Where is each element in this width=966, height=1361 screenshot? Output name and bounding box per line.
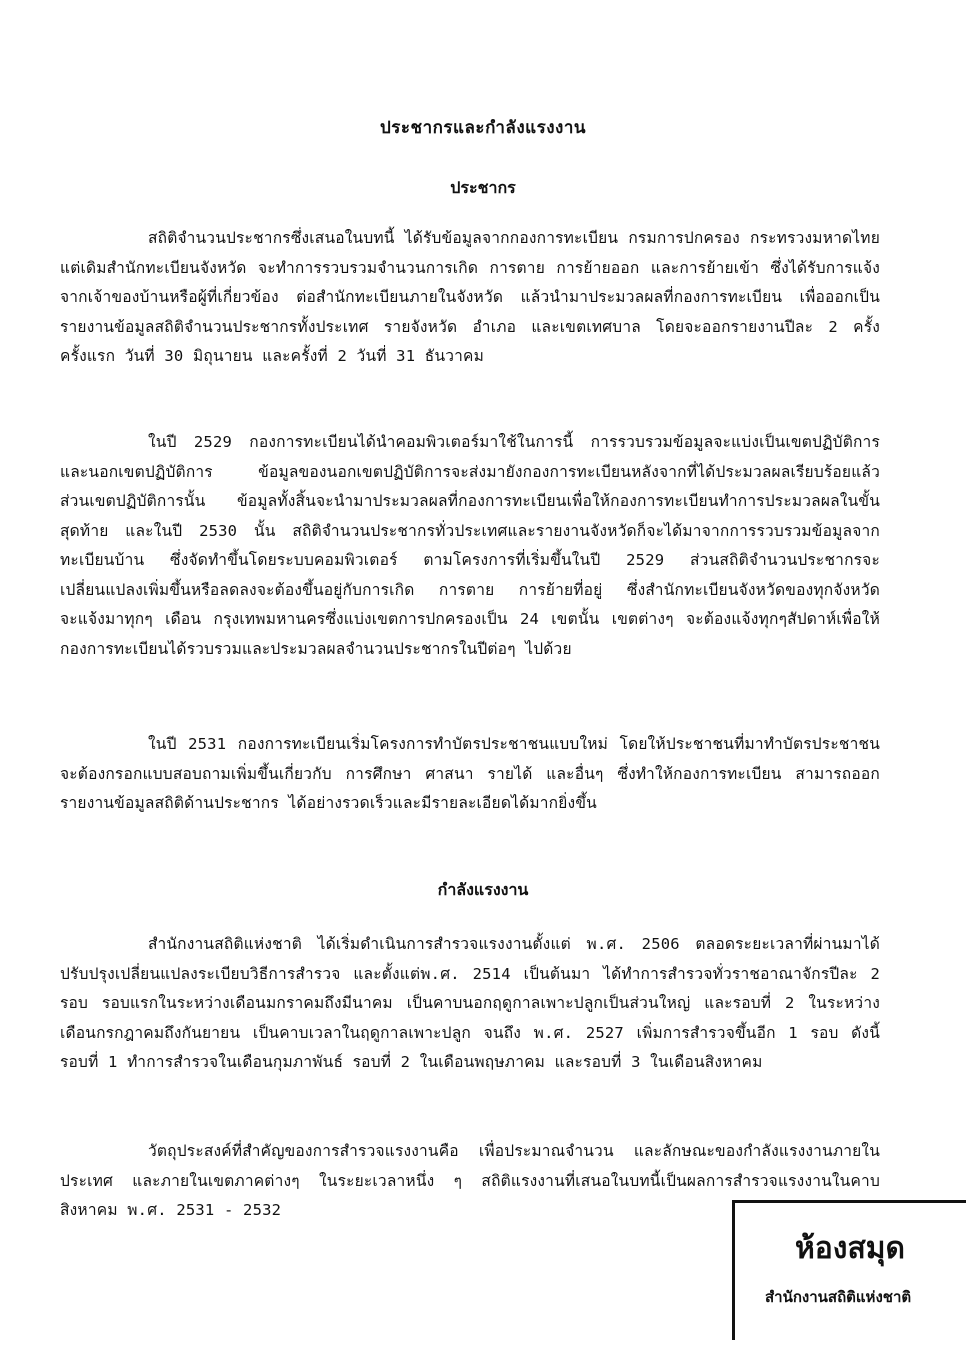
paragraph-population-idcard: ในปี 2531 กองการทะเบียนเริ่มโครงการทำบัตรประชาชนแบบใหม่ โดยให้ประชาชนที่มาทำบัตรประชาชนจะต้องกรอกแบบสอบถามเพิ่มขึ้นเกี่ยวกับ การศึกษา ศาสนา รายได้ และอื่นๆ ซึ่งทำให้กองการทะเบียน สามารถออกรายงานข้อมูลสถิติด้านประชากร ได้อย่างรวดเร็วและมีรายละเอียดได้มากยิ่งขึ้น (60, 735, 880, 812)
section-heading-labor-force: กำลังแรงงาน (437, 880, 529, 899)
stamp-title: ห้องสมุด (795, 1231, 906, 1266)
paragraph-population-computer: ในปี 2529 กองการทะเบียนได้นำคอมพิวเตอร์มาใช้ในการนี้ การรวบรวมข้อมูลจะแบ่งเป็นเขตปฏิบัติการและนอกเขตปฏิบัติการ ข้อมูลของนอกเขตปฏิบัติการจะส่งมายังกองการทะเบียนหลังจากที่ได้ประมวลผลเรียบร้อยแล้ว ส่วนเขตปฏิบัติการนั้น ข้อมูลทั้งสิ้นจะนำมาประมวลผลที่กองการทะเบียนเพื่อให้กองการทะเบียนทำการประมวลผลในขั้นสุดท้าย และในปี 2530 นั้น สถิติจำนวนประชากรทั่วประเทศและรายงานจังหวัดก็จะได้มาจากการรวบรวมข้อมูลจากทะเบียนบ้าน ซึ่งจัดทำขึ้นโดยระบบคอมพิวเตอร์ ตามโครงการที่เริ่มขึ้นในปี 2529 ส่วนสถิติจำนวนประชากรจะเปลี่ยนแปลงเพิ่มขึ้นหรือลดลงจะต้องขึ้นอยู่กับการเกิด การตาย การย้ายที่อยู่ ซึ่งสำนักทะเบียนจังหวัดของทุกจังหวัด จะแจ้งมาทุกๆ เดือน กรุงเทพมหานครซึ่งแบ่งเขตการปกครองเป็น 24 เขตนั้น เขตต่างๆ จะต้องแจ้งทุกๆสัปดาห์เพื่อให้กองการทะเบียนได้รวบรวมและประมวลผลจำนวนประชากรในปีต่อๆ ไปด้วย (60, 433, 880, 658)
document-title: ประชากรและกำลังแรงงาน (380, 118, 586, 138)
paragraph-labor-survey-history: สำนักงานสถิติแห่งชาติ ได้เริ่มดำเนินการสำรวจแรงงานตั้งแต่ พ.ศ. 2506 ตลอดระยะเวลาที่ผ่านมาได้ปรับปรุงเปลี่ยนแปลงระเบียบวิธีการสำรวจ และตั้งแต่พ.ศ. 2514 เป็นต้นมา ได้ทำการสำรวจทั่วราชอาณาจักรปีละ 2 รอบ รอบแรกในระหว่างเดือนมกราคมถึงมีนาคม เป็นคาบนอกฤดูกาลเพาะปลูกเป็นส่วนใหญ่ และรอบที่ 2 ในระหว่างเดือนกรกฎาคมถึงกันยายน เป็นคาบเวลาในฤดูกาลเพาะปลูก จนถึง พ.ศ. 2527 เพิ่มการสำรวจขึ้นอีก 1 รอบ ดังนี้ รอบที่ 1 ทำการสำรวจในเดือนกุมภาพันธ์ รอบที่ 2 ในเดือนพฤษภาคม และรอบที่ 3 ในเดือนสิงหาคม (60, 935, 880, 1071)
section-heading-population: ประชากร (450, 178, 516, 197)
library-stamp (732, 1200, 966, 1340)
stamp-subtitle: สำนักงานสถิติแห่งชาติ (765, 1288, 912, 1306)
paragraph-labor-survey-objective: วัตถุประสงค์ที่สำคัญของการสำรวจแรงงานคือ เพื่อประมาณจำนวน และลักษณะของกำลังแรงงานภายในประเทศ และภายในเขตภาคต่างๆ ในระยะเวลาหนึ่ง ๆ สถิติแรงงานที่เสนอในบทนี้เป็นผลการสำรวจแรงงานในคาบ สิงหาคม พ.ศ. 2531 - 2532 (60, 1142, 880, 1219)
paragraph-population-source: สถิติจำนวนประชากรซึ่งเสนอในบทนี้ ได้รับข้อมูลจากกองการทะเบียน กรมการปกครอง กระทรวงมหาดไทย แต่เดิมสำนักทะเบียนจังหวัด จะทำการรวบรวมจำนวนการเกิด การตาย การย้ายออก และการย้ายเข้า ซึ่งได้รับการแจ้งจากเจ้าของบ้านหรือผู้ที่เกี่ยวข้อง ต่อสำนักทะเบียนภายในจังหวัด แล้วนำมาประมวลผลที่กองการทะเบียน เพื่อออกเป็นรายงานข้อมูลสถิติจำนวนประชากรทั้งประเทศ รายจังหวัด อำเภอ และเขตเทศบาล โดยจะออกรายงานปีละ 2 ครั้ง ครั้งแรก วันที่ 30 มิถุนายน และครั้งที่ 2 วันที่ 31 ธันวาคม (60, 229, 880, 365)
